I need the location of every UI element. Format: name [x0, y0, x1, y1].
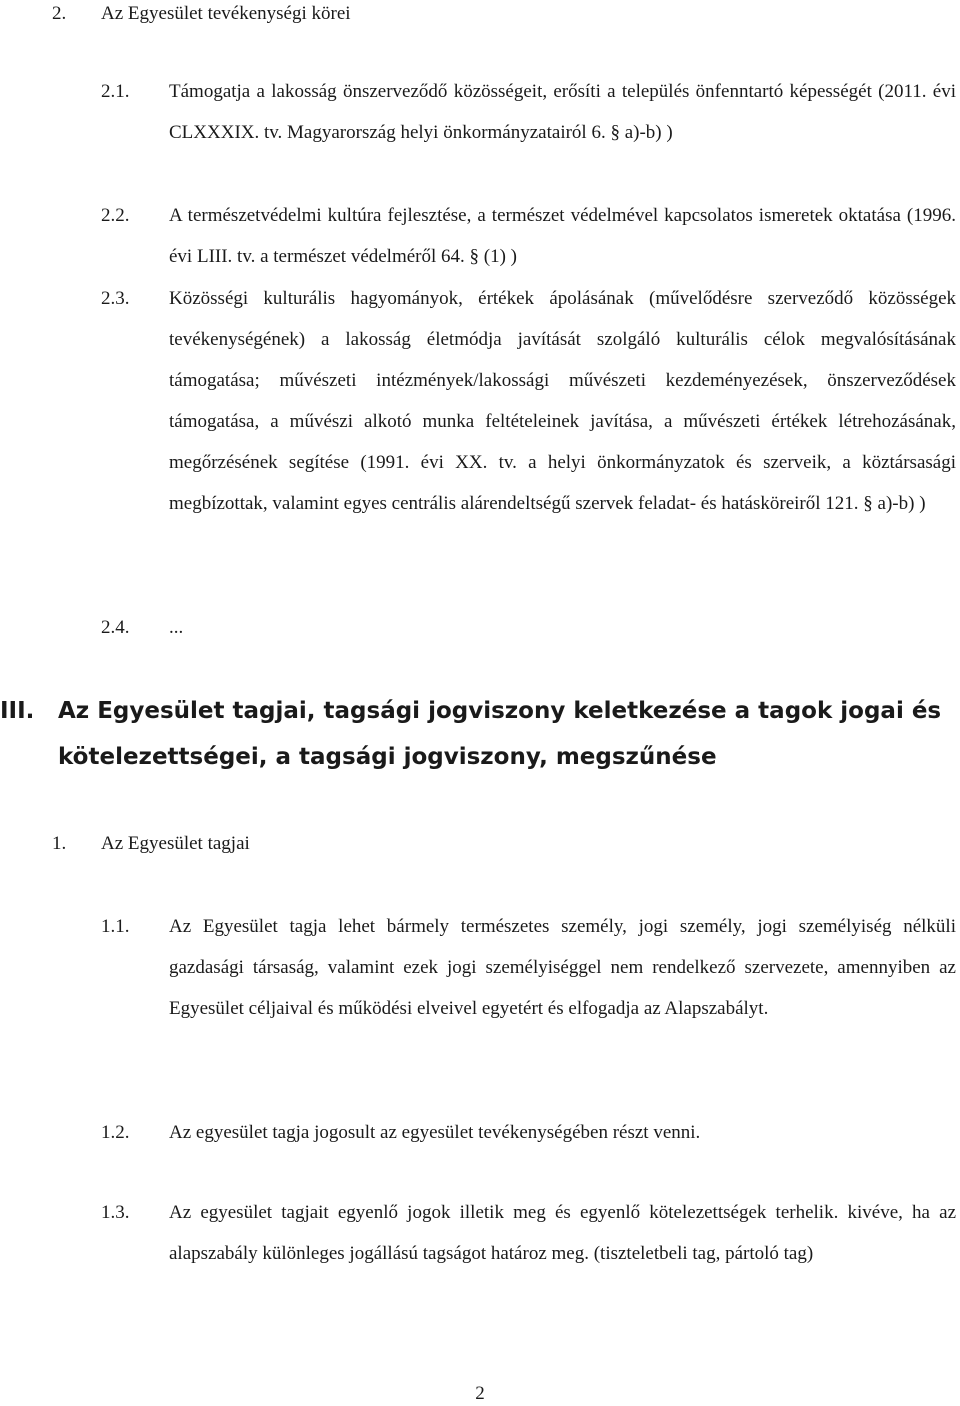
- page-number: 2: [475, 1383, 485, 1404]
- item-number-2-1: 2.1.: [101, 81, 130, 102]
- item-text-1-3: Az egyesület tagjait egyenlő jogok illetik meg és egyenlő kötelezettségek terhelik. kivéve, ha az alapszabály különleges jogállású tagságot határoz meg. (tiszteletbeli tag, pártoló tag): [169, 1202, 956, 1264]
- subsection-number: 1.: [52, 833, 67, 854]
- item-text-1-2: Az egyesület tagja jogosult az egyesület tevékenységében részt venni.: [169, 1122, 701, 1143]
- item-number-1-3: 1.3.: [101, 1202, 130, 1223]
- item-number-1-2: 1.2.: [101, 1122, 130, 1143]
- item-text-2-3: Közösségi kulturális hagyományok, értékek ápolásának (művelődésre szerveződő közösségek tevékenységének) a lakosság életmódja javítását szolgáló kulturális célok megvalósításának támogatása; művészeti intézmények/lakossági művészeti kezdeményezések, önszerveződések támogatása, a művészi alkotó munka feltételeinek javítása, a művészeti értékek létrehozásának, megőrzésének segítése (1991. évi XX. tv. a helyi önkormányzatok és szerveik, a köztársasági megbízottak, valamint egyes centrális alárendeltségű szervek feladat- és hatásköreiről 121. § a)-b) ): [169, 288, 956, 514]
- item-number-1-1: 1.1.: [101, 916, 130, 937]
- subsection-title: Az Egyesület tagjai: [101, 833, 250, 854]
- item-number-2-2: 2.2.: [101, 205, 130, 226]
- item-number-2-3: 2.3.: [101, 288, 130, 309]
- chapter-roman-numeral: III.: [0, 698, 35, 724]
- item-text-2-2: A természetvédelmi kultúra fejlesztése, a természet védelmével kapcsolatos ismeretek oktatása (1996. évi LIII. tv. a természet védelméről 64. § (1) ): [169, 205, 956, 267]
- item-text-2-4: ...: [169, 617, 184, 638]
- item-text-1-1: Az Egyesület tagja lehet bármely természetes személy, jogi személy, jogi személyiség nélküli gazdasági társaság, valamint ezek jogi személyiséggel nem rendelkező szervezete, amennyiben az Egyesület céljaival és működési elveivel egyetért és elfogadja az Alapszabályt.: [169, 916, 956, 1019]
- section-number: 2.: [52, 3, 67, 24]
- section-title: Az Egyesület tevékenységi körei: [101, 3, 351, 24]
- item-number-2-4: 2.4.: [101, 617, 130, 638]
- chapter-title: Az Egyesület tagjai, tagsági jogviszony keletkezése a tagok jogai és kötelezettségei, a tagsági jogviszony, megszűnése: [58, 698, 942, 770]
- item-text-2-1: Támogatja a lakosság önszerveződő közösségeit, erősíti a település önfenntartó képességét (2011. évi CLXXXIX. tv. Magyarország helyi önkormányzatairól 6. § a)-b) ): [169, 81, 956, 143]
